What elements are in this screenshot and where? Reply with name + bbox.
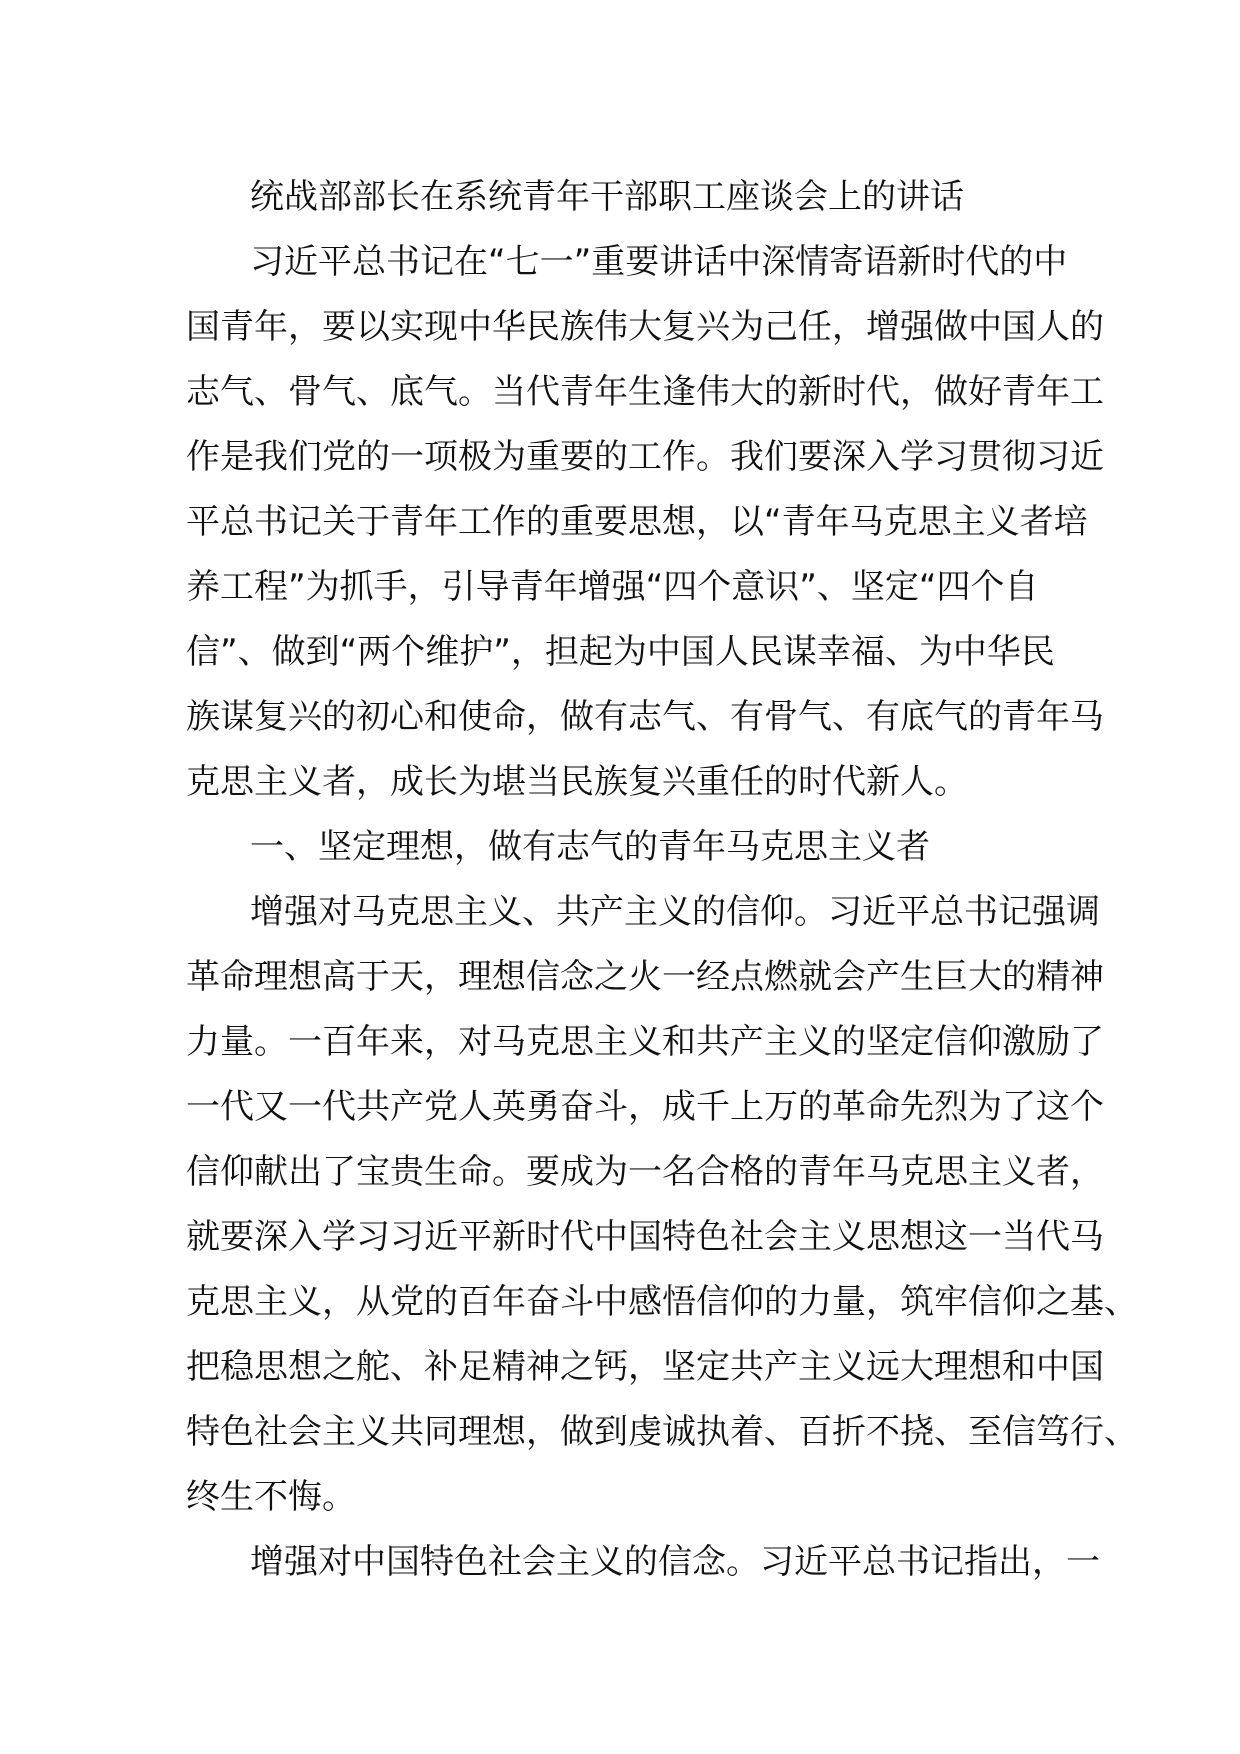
paragraph-2-line: 一代又一代共产党人英勇奋斗，成千上万的革命先烈为了这个 [186, 1087, 1104, 1127]
document-page [186, 165, 1138, 1595]
paragraph-2-line: 增强对马克思主义、共产主义的信仰。习近平总书记强调 [250, 892, 1100, 932]
paragraph-1-line: 作是我们党的一项极为重要的工作。我们要深入学习贯彻习近 [186, 437, 1104, 477]
paragraph-2-line: 就要深入学习习近平新时代中国特色社会主义思想这一当代马 [186, 1217, 1104, 1257]
paragraph-3-line: 增强对中国特色社会主义的信念。习近平总书记指出，一 [250, 1542, 1100, 1582]
paragraph-1-line: 养工程”为抓手，引导青年增强“四个意识”、坚定“四个自 [186, 567, 1039, 607]
paragraph-2-line: 克思主义，从党的百年奋斗中感悟信仰的力量，筑牢信仰之基、 [186, 1282, 1138, 1322]
paragraph-1-line: 习近平总书记在“七一”重要讲话中深情寄语新时代的中 [250, 242, 1068, 282]
paragraph-1-line: 族谋复兴的初心和使命，做有志气、有骨气、有底气的青年马 [186, 697, 1104, 737]
section-heading: 一、坚定理想，做有志气的青年马克思主义者 [250, 827, 930, 867]
paragraph-2-line: 把稳思想之舵、补足精神之钙，坚定共产主义远大理想和中国 [186, 1347, 1104, 1387]
paragraph-2-line: 终生不悔。 [186, 1477, 356, 1517]
paragraph-1-line: 平总书记关于青年工作的重要思想，以“青年马克思主义者培 [186, 502, 1088, 542]
paragraph-2-line: 革命理想高于天，理想信念之火一经点燃就会产生巨大的精神 [186, 957, 1104, 997]
paragraph-1-line: 志气、骨气、底气。当代青年生逢伟大的新时代，做好青年工 [186, 372, 1104, 412]
document-title: 统战部部长在系统青年干部职工座谈会上的讲话 [250, 177, 964, 217]
paragraph-1-line: 信”、做到“两个维护”，担起为中国人民谋幸福、为中华民 [186, 632, 1055, 672]
paragraph-1-line: 国青年，要以实现中华民族伟大复兴为己任，增强做中国人的 [186, 307, 1104, 347]
paragraph-2-line: 信仰献出了宝贵生命。要成为一名合格的青年马克思主义者， [186, 1152, 1104, 1192]
paragraph-2-line: 力量。一百年来，对马克思主义和共产主义的坚定信仰激励了 [186, 1022, 1104, 1062]
paragraph-1-line: 克思主义者，成长为堪当民族复兴重任的时代新人。 [186, 762, 968, 802]
paragraph-2-line: 特色社会主义共同理想，做到虔诚执着、百折不挠、至信笃行、 [186, 1412, 1138, 1452]
